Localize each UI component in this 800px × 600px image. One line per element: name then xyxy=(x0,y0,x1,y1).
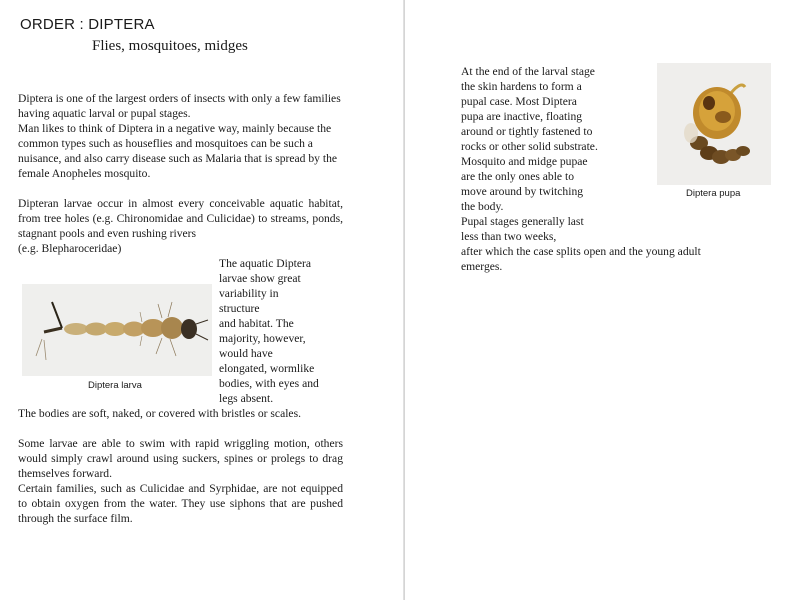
habitat-example: (e.g. Blepharoceridae) xyxy=(18,242,122,255)
pupa-text-line: emerges. xyxy=(461,260,503,273)
pupa-text-line: move around by twitching xyxy=(461,185,584,198)
pupa-text-line: pupa are inactive, floating xyxy=(461,110,583,123)
pupa-text-line: are the only ones able to xyxy=(461,170,574,183)
side-text-line: and habitat. The xyxy=(219,317,294,330)
larva-caption: Diptera larva xyxy=(88,380,142,391)
habitat-section xyxy=(18,196,343,256)
movement-paragraph: Some larvae are able to swim with rapid wriggling motion, others would simply crawl around using suckers, spines or prolegs to drag themselves forward. xyxy=(18,437,343,480)
habitat-paragraph: Dipteran larvae occur in almost every conceivable aquatic habitat, from tree holes (e.g. Chironomidae and Culicidae) to streams, ponds, stagnant pools and even rushing rivers xyxy=(18,197,343,240)
side-text-line: elongated, wormlike xyxy=(219,362,315,375)
pupa-text-line: Pupal stages generally last xyxy=(461,215,584,228)
larvae-side-text xyxy=(219,256,349,406)
pupa-photo xyxy=(657,63,771,185)
pupa-caption: Diptera pupa xyxy=(686,188,741,199)
oxygen-paragraph: Certain families, such as Culicidae and Syrphidae, are not equipped to obtain oxygen from the water. They use siphons that are pushed through the surface film. xyxy=(18,482,343,525)
side-text-line: structure xyxy=(219,302,260,315)
pupa-text-line: At the end of the larval stage xyxy=(461,65,595,78)
page-subtitle: Flies, mosquitoes, midges xyxy=(92,38,248,54)
pupa-text-line: the skin hardens to form a xyxy=(461,80,582,93)
side-text-line: variability in xyxy=(219,287,279,300)
diptera-pupa-image xyxy=(657,63,771,185)
side-text-line: larvae show great xyxy=(219,272,301,285)
side-text-line: would have xyxy=(219,347,273,360)
pupa-text-line: less than two weeks, xyxy=(461,230,557,243)
pupa-text-line: pupal case. Most Diptera xyxy=(461,95,577,108)
intro-paragraph-2: Man likes to think of Diptera in a negative way, mainly because the common types such as houseflies and mosquitoes can be such a nuisance, and also carry disease such as Malaria that is spread by the female Anopheles mosquito. xyxy=(18,122,338,180)
diptera-larva-image xyxy=(22,284,212,376)
pupa-text-line: the body. xyxy=(461,200,504,213)
side-text-line: legs absent. xyxy=(219,392,274,405)
side-text-line: The aquatic Diptera xyxy=(219,257,312,270)
larva-photo xyxy=(22,284,212,376)
pupa-text-line: after which the case splits open and the young adult xyxy=(461,245,701,258)
movement-section xyxy=(18,436,343,526)
pupa-text-line: Mosquito and midge pupae xyxy=(461,155,588,168)
pupa-text-line: rocks or other solid substrate. xyxy=(461,140,598,153)
intro-section xyxy=(18,91,343,181)
page-title: ORDER : DIPTERA xyxy=(20,16,155,33)
side-text-line: majority, however, xyxy=(219,332,306,345)
pupa-text-line: around or tightly fastened to xyxy=(461,125,593,138)
bodies-text: The bodies are soft, naked, or covered with bristles or scales. xyxy=(18,407,301,420)
right-page xyxy=(405,0,800,600)
intro-paragraph-1: Diptera is one of the largest orders of insects with only a few families having aquatic larval or pupal stages. xyxy=(18,92,341,120)
side-text-line: bodies, with eyes and xyxy=(219,377,319,390)
